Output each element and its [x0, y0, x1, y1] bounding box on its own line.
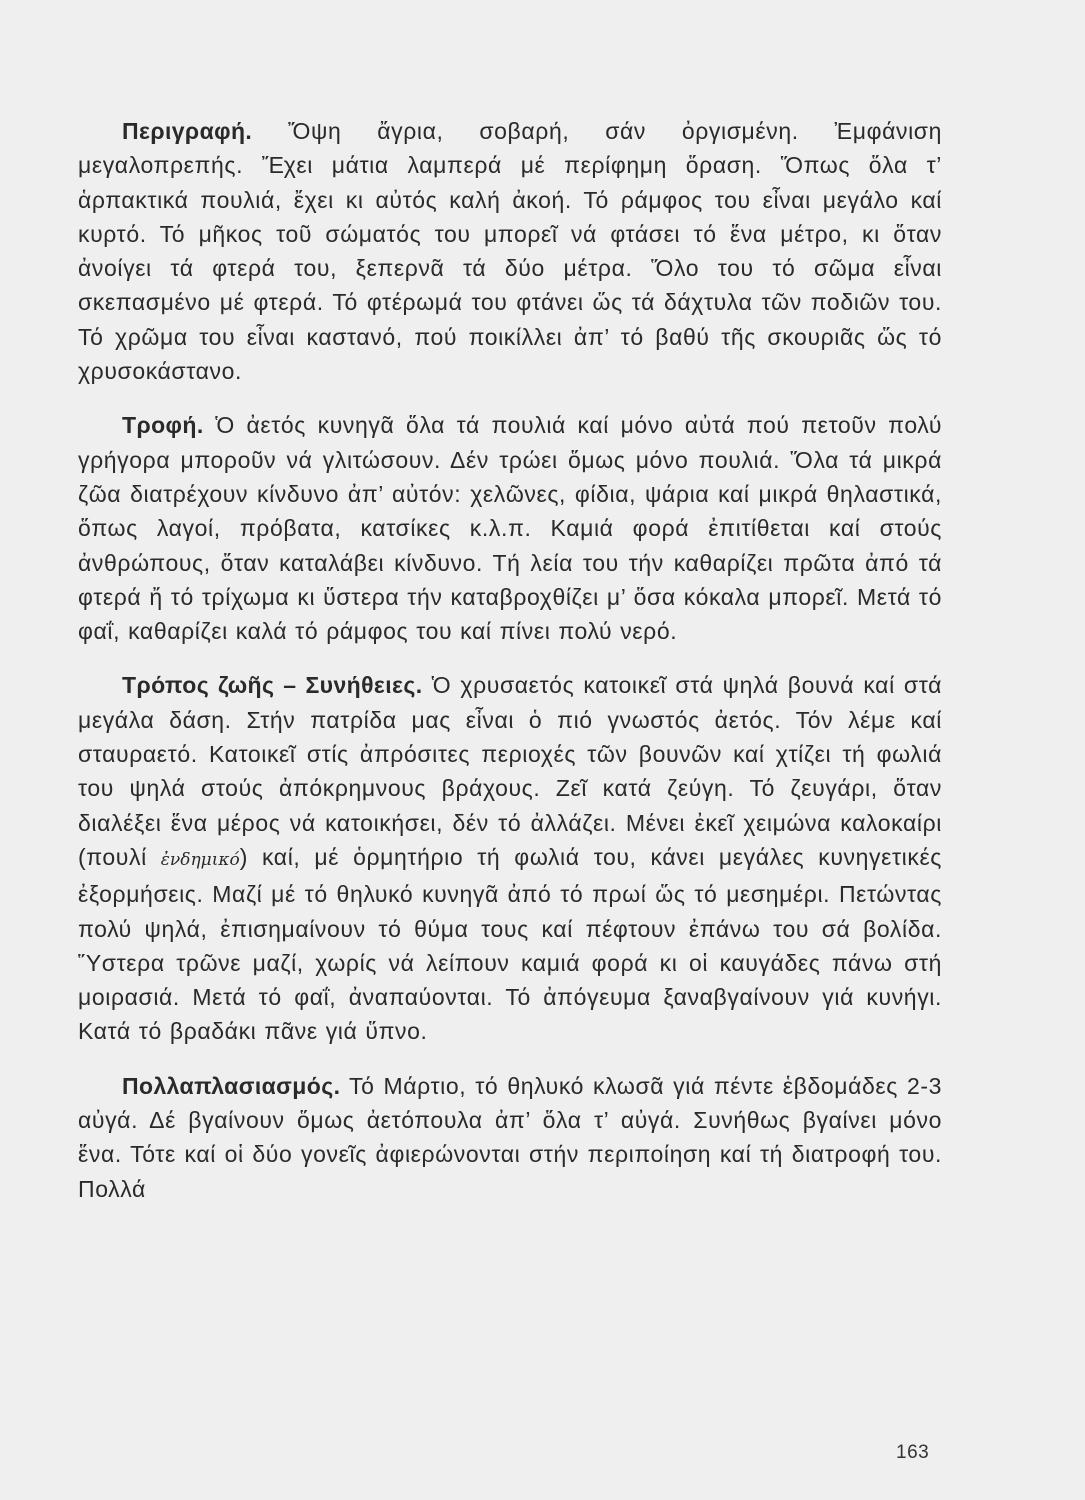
- body-text: [78, 114, 942, 1206]
- paragraph-lifestyle: [78, 668, 942, 1048]
- paragraph-text: Τό Μάρτιο, τό θηλυκό κλωσᾶ γιά πέντε ἑβδομάδες 2-3 αὐγά. Δέ βγαίνουν ὅμως ἀετόπουλα ἀπ’ ὅλα τ’ αὐγά. Συνήθως βγαίνει μόνο ἕνα. Τότε καί οἱ δύο γονεῖς ἀφιερώνονται στήν περιποίηση καί τή διατροφή του. Πολλά: [78, 1072, 942, 1202]
- paragraph-food: [78, 408, 942, 648]
- paragraph-text: Ὄψη ἄγρια, σοβαρή, σάν ὀργισμένη. Ἐμφάνιση μεγαλοπρεπής. Ἔχει μάτια λαμπερά μέ περίφημη ὅραση. Ὅπως ὅλα τ’ ἁρπακτικά πουλιά, ἔχει κι αὐτός καλή ἀκοή. Τό ράμφος του εἶναι μεγάλο καί κυρτό. Τό μῆκος τοῦ σώματός του μπορεῖ νά φτάσει τό ἕνα μέτρο, κι ὅταν ἀνοίγει τά φτερά του, ξεπερνᾶ τά δύο μέτρα. Ὅλο του τό σῶμα εἶναι σκεπασμένο μέ φτερά. Τό φτέρωμά του φτάνει ὥς τά δάχτυλα τῶν ποδιῶν του. Τό χρῶμα του εἶναι καστανό, πού ποικίλλει ἀπ’ τό βαθύ τῆς σκουριᾶς ὥς τό χρυσοκάστανο.: [78, 118, 942, 385]
- paragraph-text: Ὁ χρυσαετός κατοικεῖ στά ψηλά βουνά καί στά μεγάλα δάση. Στήν πατρίδα μας εἶναι ὁ πιό γνωστός ἀετός. Τόν λέμε καί σταυραετό. Κατοικεῖ στίς ἀπρόσιτες περιοχές τῶν βουνῶν καί χτίζει τή φωλιά του ψηλά στούς ἀπόκρημνους βράχους. Ζεῖ κατά ζεύγη. Τό ζευγάρι, ὅταν διαλέξει ἕνα μέρος νά κατοικήσει, δέν τό ἀλλάζει. Μένει ἐκεῖ χειμώνα καλοκαίρι (πουλί: [78, 672, 942, 870]
- italic-term: ἐνδημικό: [160, 849, 240, 870]
- paragraph-text: Ὁ ἀετός κυνηγᾶ ὅλα τά πουλιά καί μόνο αὐτά πού πετοῦν πολύ γρήγορα μποροῦν νά γλιτώσουν. Δέν τρώει ὅμως μόνο πουλιά. Ὅλα τά μικρά ζῶα διατρέχουν κίνδυνο ἀπ’ αὐτόν: χελῶνες, φίδια, ψάρια καί μικρά θηλαστικά, ὅπως λαγοί, πρόβατα, κατσίκες κ.λ.π. Καμιά φορά ἐπιτίθεται καί στούς ἀνθρώπους, ὅταν καταλάβει κίνδυνο. Τή λεία του τήν καθαρίζει πρῶτα ἀπό τά φτερά ἤ τό τρίχωμα κι ὕστερα τήν καταβροχθίζει μ’ ὅσα κόκαλα μπορεῖ. Μετά τό φαΐ, καθαρίζει καλά τό ράμφος του καί πίνει πολύ νερό.: [78, 412, 942, 645]
- heading-lifestyle: Τρόπος ζωῆς – Συνήθειες.: [122, 672, 423, 699]
- heading-reproduction: Πολλαπλασιασμός.: [122, 1072, 341, 1099]
- paragraph-reproduction: [78, 1069, 942, 1206]
- page-number: 163: [896, 1442, 930, 1463]
- heading-description: Περιγραφή.: [122, 118, 253, 144]
- heading-food: Τροφή.: [122, 412, 204, 439]
- paragraph-description: [78, 114, 942, 388]
- paragraph-text: ) καί, μέ ὁρμητήριο τή φωλιά του, κάνει μεγάλες κυνηγετικές ἐξορμήσεις. Μαζί μέ τό θηλυκό κυνηγᾶ ἀπό τό πρωί ὥς τό μεσημέρι. Πετώντας πολύ ψηλά, ἐπισημαίνουν τό θύμα τους καί πέφτουν ἐπάνω του σά βολίδα. Ὕστερα τρῶνε μαζί, χωρίς νά λείπουν καμιά φορά κι οἱ καυγάδες πάνω στή μοιρασιά. Μετά τό φαΐ, ἀναπαύονται. Τό ἀπόγευμα ξαναβγαίνουν γιά κυνήγι. Κατά τό βραδάκι πᾶνε γιά ὕπνο.: [78, 843, 942, 1045]
